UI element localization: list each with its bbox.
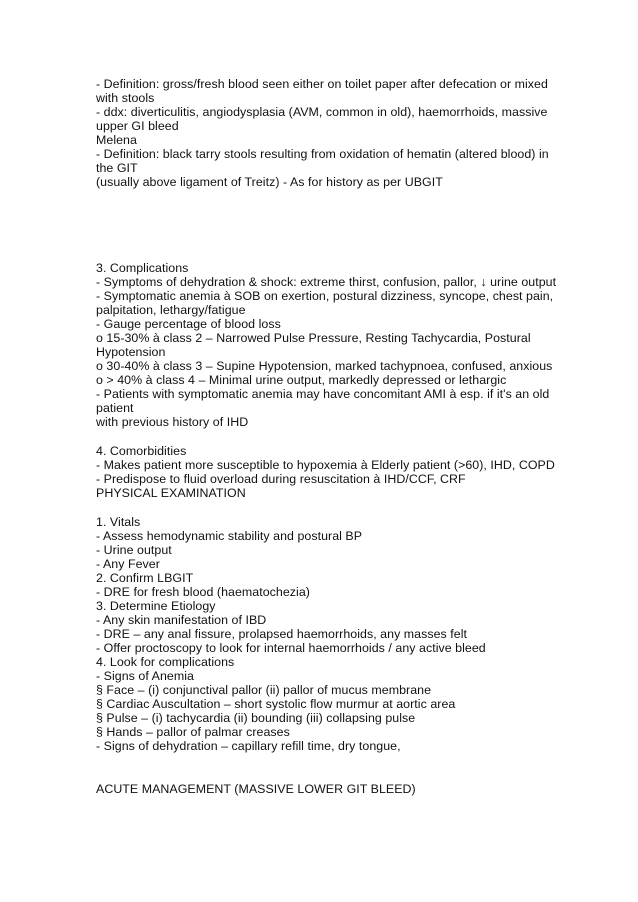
text-line: § Pulse – (i) tachycardia (ii) bounding (iii) collapsing pulse	[96, 711, 416, 725]
text-line: - Predispose to fluid overload during resuscitation à IHD/CCF, CRF	[96, 472, 466, 486]
text-line: o > 40% à class 4 – Minimal urine output, markedly depressed or lethargic	[96, 373, 507, 387]
text-line: o 30-40% à class 3 – Supine Hypotension, marked tachypnoea, confused, anxious	[96, 359, 553, 373]
text-line: upper GI bleed	[96, 119, 179, 133]
text-line: - Signs of dehydration – capillary refill time, dry tongue,	[96, 739, 401, 753]
section-heading: 3. Complications	[96, 261, 189, 275]
text-line: - Symptomatic anemia à SOB on exertion, postural dizziness, syncope, chest pain,	[96, 289, 554, 303]
section-heading: 4. Comorbidities	[96, 444, 187, 458]
text-line: - Definition: black tarry stools resulting from oxidation of hematin (altered blood) in	[96, 147, 549, 161]
section-heading: 4. Look for complications	[96, 655, 235, 669]
text-line: - Makes patient more susceptible to hypoxemia à Elderly patient (>60), IHD, COPD	[96, 458, 555, 472]
text-line: - Any skin manifestation of IBD	[96, 613, 267, 627]
text-line: palpitation, lethargy/fatigue	[96, 303, 246, 317]
text-line: (usually above ligament of Treitz) - As for history as per UBGIT	[96, 175, 443, 189]
text-line: - DRE – any anal fissure, prolapsed haemorrhoids, any masses felt	[96, 627, 468, 641]
text-line: - Assess hemodynamic stability and postural BP	[96, 529, 363, 543]
section-heading: ACUTE MANAGEMENT (MASSIVE LOWER GIT BLEED)	[96, 782, 416, 796]
text-line: - Any Fever	[96, 557, 160, 571]
text-line: o 15-30% à class 2 – Narrowed Pulse Pressure, Resting Tachycardia, Postural	[96, 331, 531, 345]
text-line: Melena	[96, 133, 137, 147]
text-line: with previous history of IHD	[96, 415, 249, 429]
text-line: the GIT	[96, 161, 138, 175]
text-line: with stools	[96, 91, 155, 105]
section-heading: 2. Confirm LBGIT	[96, 571, 194, 585]
text-line: Hypotension	[96, 345, 166, 359]
text-line: § Cardiac Auscultation – short systolic flow murmur at aortic area	[96, 697, 456, 711]
text-line: - DRE for fresh blood (haematochezia)	[96, 585, 310, 599]
text-line: - Offer proctoscopy to look for internal haemorrhoids / any active bleed	[96, 641, 486, 655]
section-heading: 1. Vitals	[96, 515, 141, 529]
text-line: - Definition: gross/fresh blood seen either on toilet paper after defecation or mixed	[96, 77, 548, 91]
text-line: - Urine output	[96, 543, 172, 557]
text-line: § Hands – pallor of palmar creases	[96, 725, 290, 739]
text-line: - Patients with symptomatic anemia may have concomitant AMI à esp. if it's an old	[96, 387, 550, 401]
text-line: § Face – (i) conjunctival pallor (ii) pallor of mucus membrane	[96, 683, 432, 697]
section-heading: 3. Determine Etiology	[96, 599, 216, 613]
text-line: patient	[96, 401, 134, 415]
section-heading: PHYSICAL EXAMINATION	[96, 486, 246, 500]
text-line: - Symptoms of dehydration & shock: extreme thirst, confusion, pallor, ↓ urine output	[96, 275, 557, 289]
text-line: - Signs of Anemia	[96, 669, 194, 683]
text-line: - Gauge percentage of blood loss	[96, 317, 281, 331]
text-line: - ddx: diverticulitis, angiodysplasia (AVM, common in old), haemorrhoids, massive	[96, 105, 548, 119]
